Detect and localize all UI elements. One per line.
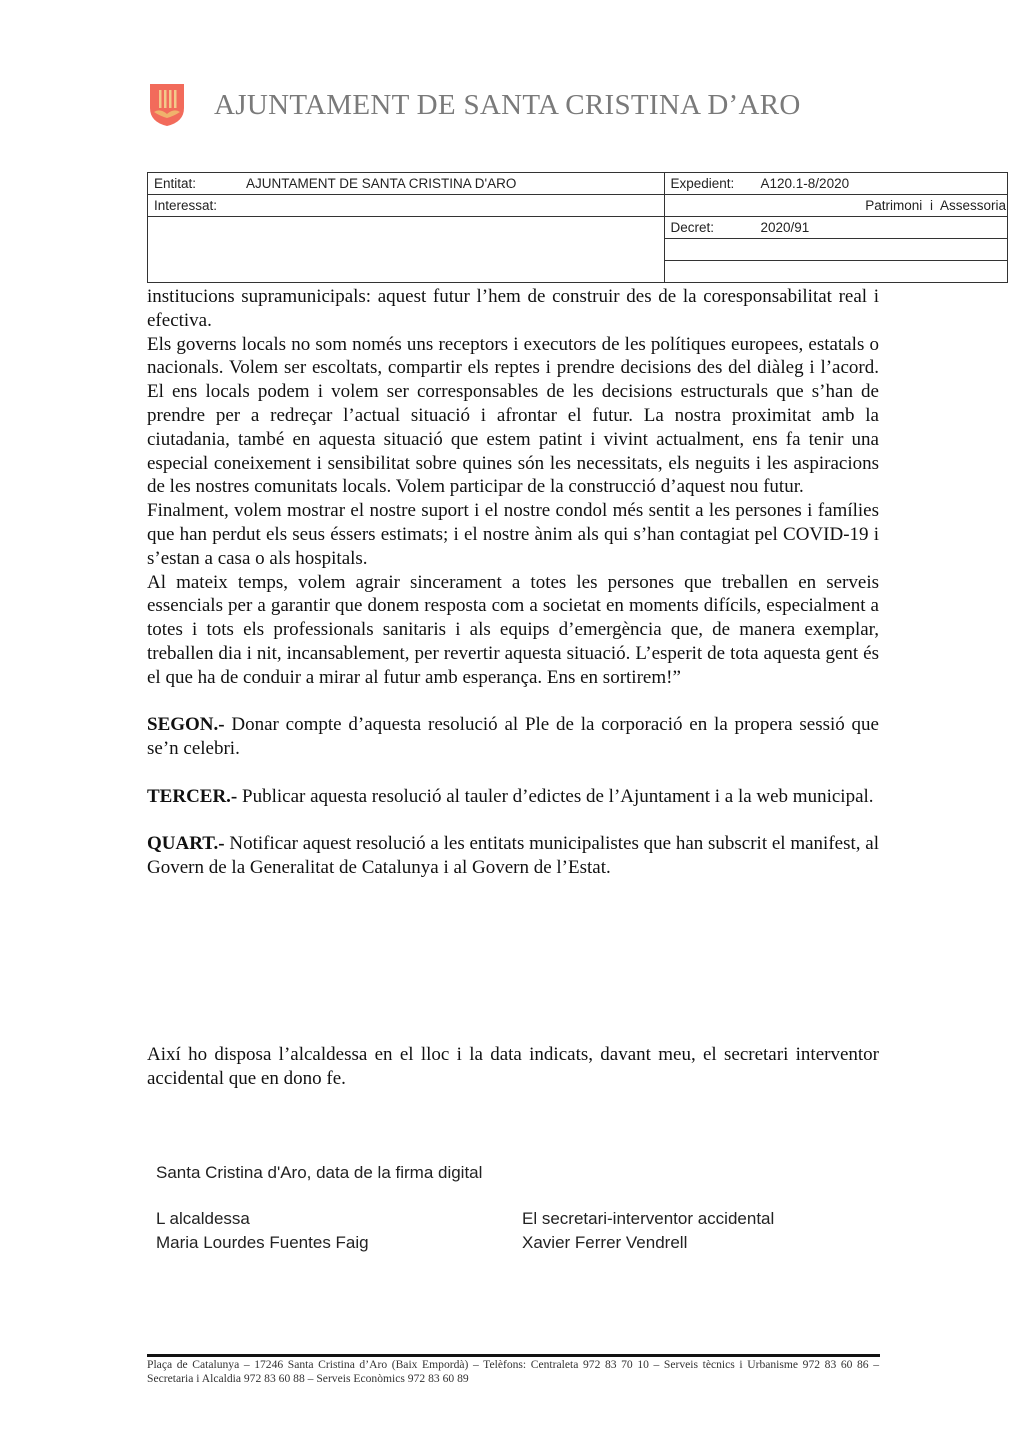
signature-secretary <box>522 1207 774 1255</box>
closing-text: Així ho disposa l’alcaldessa en el lloc i la data indicats, davant meu, el secretari interventor accidental que en dono fe. <box>147 1044 879 1089</box>
resolution-label: QUART.- <box>147 833 225 855</box>
footer-divider <box>147 1354 880 1357</box>
expedient-cell <box>664 173 1007 195</box>
footer-text: Plaça de Catalunya – 17246 Santa Cristina d’Aro (Baix Empordà) – Telèfons: Centraleta 972 83 70 10 – Serveis tècnics i Urbanisme 972 83 60 86 – Secretaria i Alcaldia 972 83 60 88 – Serveis Econòmics 972 83 60 89 <box>147 1358 879 1385</box>
resolution-segon <box>147 713 879 761</box>
department-cell: Patrimoni i Assessoria <box>664 195 1007 217</box>
entitat-cell <box>148 173 665 195</box>
body-paragraph: Finalment, volem mostrar el nostre suport i el nostre condol més sentit a les persones i famílies que han perdut els seus éssers estimats; i el nostre ànim als qui s’han contagiat pel COVID-19 i s’estan a casa o als hospitals. <box>147 500 879 569</box>
body-paragraph: institucions supramunicipals: aquest futur l’hem de construir des de la coresponsabilitat real i efectiva. <box>147 286 879 331</box>
empty-row <box>664 261 1007 283</box>
entitat-label: Entitat: <box>154 176 197 191</box>
interessat-cell <box>148 195 665 217</box>
document-body <box>147 285 879 880</box>
resolution-text: Notificar aquest resolució a les entitats municipalistes que han subscrit el manifest, al Govern de la Generalitat de Catalunya i al Govern de l’Estat. <box>147 833 879 879</box>
interessat-label: Interessat: <box>154 198 218 213</box>
expedient-value: A120.1-8/2020 <box>760 176 850 191</box>
signature-mayor <box>156 1207 369 1255</box>
signature-role: L alcaldessa <box>156 1209 250 1228</box>
decret-value: 2020/91 <box>760 220 810 235</box>
record-metadata-table <box>147 172 1008 283</box>
signature-name: Maria Lourdes Fuentes Faig <box>156 1233 369 1252</box>
decret-cell <box>664 217 1007 239</box>
resolution-label: TERCER.- <box>147 785 238 807</box>
empty-row <box>664 239 1007 261</box>
body-paragraph: Al mateix temps, volem agrair sincerament a totes les persones que treballen en serveis essencials per a garantir que donem resposta com a societat en moments difícils, especialment a totes i tots els professionals sanitaris i als equips d’emergència que, de manera exemplar, treballen dia i nit, incansablement, per revertir aquesta situació. L’esperit de tota aquesta gent és el que ha de conduir a mirar al futur amb esperança. Ens en sortirem!” <box>147 571 879 688</box>
footer-contact <box>147 1358 879 1386</box>
resolution-text: Donar compte d’aquesta resolució al Ple de la corporació en la propera sessió que se’n celebri. <box>147 714 879 760</box>
resolution-tercer <box>147 785 879 809</box>
signature-role: El secretari-interventor accidental <box>522 1209 775 1228</box>
signature-name: Xavier Ferrer Vendrell <box>522 1233 688 1252</box>
decret-label: Decret: <box>670 220 715 235</box>
letterhead <box>148 80 801 130</box>
resolution-text: Publicar aquesta resolució al tauler d’edictes de l’Ajuntament i a la web municipal. <box>237 785 874 807</box>
entitat-value: AJUNTAMENT DE SANTA CRISTINA D'ARO <box>246 176 517 191</box>
closing-statement <box>147 1043 879 1091</box>
body-paragraph: Els governs locals no som només uns receptors i executors de les polítiques europees, estatals o nacionals. Volem ser escoltats, compartir els reptes i prendre decisions des del diàleg i l’acord. El ens locals podem i volem ser corresponsables de les decisions estructurals que s’han de prendre per a redreçar l’actual situació i afrontar el futur. La nostra proximitat amb la ciutadania, també en aquesta situació que estem patint i vivint actualment, ens fa tenir una especial coneixement i sensibilitat sobre quines són les necessitats, els neguits i les aspiracions de les nostres comunitats locals. Volem participar de la construcció d’aquest nou futur. <box>147 333 879 498</box>
empty-cell <box>148 217 665 283</box>
resolution-quart <box>147 832 879 880</box>
expedient-label: Expedient: <box>670 176 735 191</box>
coat-of-arms-icon <box>148 82 186 128</box>
organization-title: AJUNTAMENT DE SANTA CRISTINA D’ARO <box>214 88 801 121</box>
resolution-label: SEGON.- <box>147 714 225 736</box>
signature-place-date: Santa Cristina d'Aro, data de la firma digital <box>156 1163 483 1182</box>
